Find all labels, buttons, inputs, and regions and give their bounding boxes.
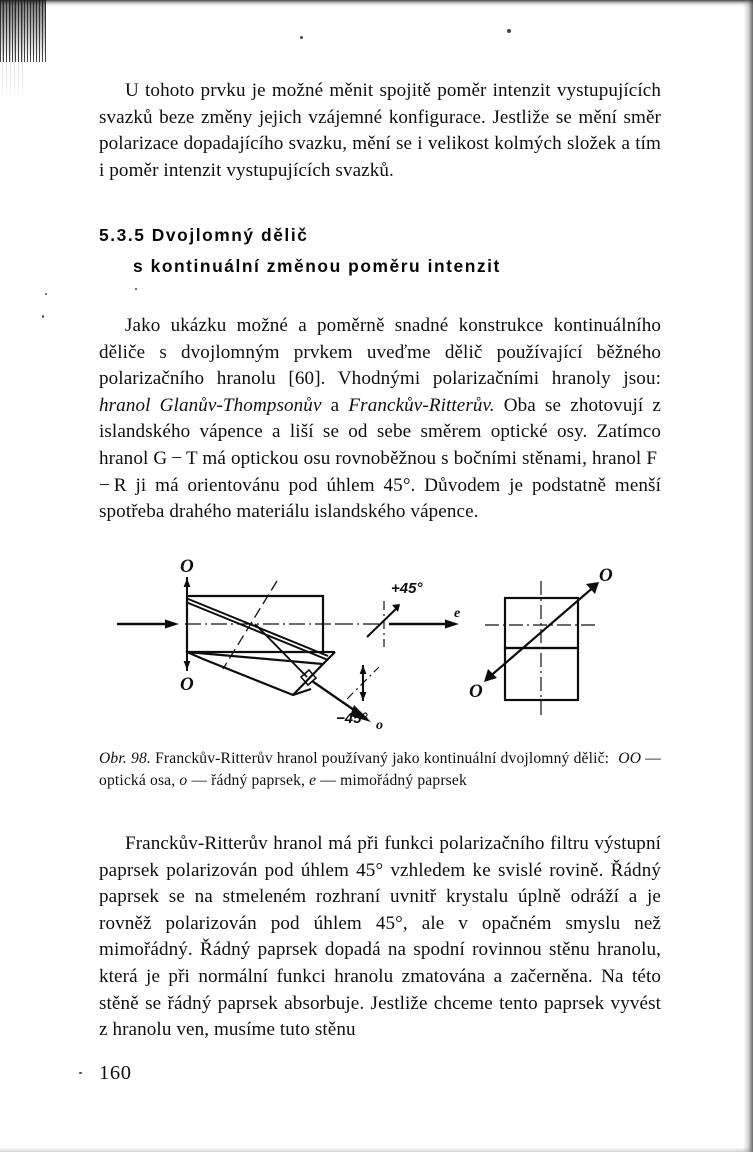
scan-speck [507, 29, 511, 33]
figure-caption-label: Obr. 98. [99, 750, 151, 767]
section-heading-subtitle: s kontinuální změnou poměru intenzit [133, 256, 501, 276]
paragraph-intro-body: U tohoto prvku je možné měnit spojitě poměr intenzit vystupujících svazků beze změny jejich vzájemné konfigurace. Jestliže se mění směr polarizace dopadajícího svazku, mění se i velikost kolmých složek a tím i poměr intenzit vystupujících svazků. [99, 80, 661, 181]
label-inset-axis-top: O [599, 565, 613, 586]
paragraph-description-part1: Jako ukázku možné a poměrně snadné konstrukce kontinuálního děliče s dvojlomným prvkem uveďme dělič používající běžného polarizačního hranolu [60]. Vhodnými polarizačními hranoly jsou: [99, 315, 661, 390]
prism-optic-axis-direction [223, 581, 277, 669]
label-optic-axis-top: O [180, 556, 194, 577]
paragraph-intro-text [99, 78, 661, 184]
scan-speck [45, 293, 47, 295]
figure-caption-oo-desc: — optická osa, [99, 750, 661, 790]
label-optic-axis-bottom: O [180, 674, 194, 695]
scan-right-edge-artifact [743, 0, 753, 1152]
figure-98-drawing [99, 553, 661, 741]
scan-corner-streak-artifact [2, 0, 24, 108]
paragraph-description-part3: Oba se zhotovují z islandského vápence a liší se od sebe směrem optické osy. Zatímco hranol G − T má optickou osu rovnoběžnou s bočními stěnami, hranol F − R ji má orientovánu pod úhlem 45°. Důvodem je podstatně menší spotřeba drahého materiálu islandského vápence. [99, 394, 661, 523]
page-number: 160 [99, 1062, 132, 1084]
paragraph-intro [99, 78, 661, 184]
figure-caption-dict-lead: dělič: [573, 750, 610, 767]
polarization-marker-minus-head-up [360, 665, 367, 674]
paragraph-explanation [99, 831, 661, 1044]
incoming-ray-arrowhead [165, 620, 179, 629]
scan-bottom-edge-artifact [0, 1147, 753, 1152]
optic-axis-arrow-up [184, 578, 191, 587]
figure-caption-symbol-o: o [179, 772, 188, 790]
figure-caption-symbol-oo: OO [618, 750, 642, 767]
scan-speck [135, 288, 137, 290]
internal-reflected-ray [255, 624, 307, 677]
section-heading-title: 5.3.5 Dvojlomný dělič [99, 225, 309, 245]
label-ray-ordinary: o [376, 718, 383, 733]
polarization-marker-minus-head-down [360, 692, 367, 701]
optic-axis-arrow-down [184, 661, 191, 670]
figure-98-caption [99, 748, 661, 793]
polarization-marker-plus-tilt [367, 606, 399, 637]
figure-caption-e-desc: — mimořádný paprsek [320, 772, 467, 790]
scan-speck [79, 1072, 82, 1074]
scan-speck [300, 36, 303, 39]
label-angle-plus-45: +45° [391, 580, 423, 597]
prism-name-franck-ritter: Franckův-Ritterův. [348, 394, 495, 416]
section-heading [99, 225, 661, 277]
paragraph-explanation-body: Franckův-Ritterův hranol má při funkci polarizačního filtru výstupní paprsek polarizován pod úhlem 45° vzhledem ke svislé rovině. Řádný paprsek se na stmeleném rozhraní uvnitř krystalu úplně odráží a je rovněž polarizován pod úhlem 45°, ale v opačném smyslu než mimořádný. Řádný paprsek dopadá na spodní rovinnou stěnu hranolu, která je při normální funkci hranolu zmatována a začerněna. Na této stěně se řádný paprsek absorbuje. Jestliže chceme tento paprsek vyvést z hranolu ven, musíme tuto stěnu [99, 833, 661, 1041]
label-angle-minus-45: −45° [336, 710, 368, 727]
scan-corner-artifact [0, 0, 46, 62]
figure-98 [99, 553, 661, 741]
figure-caption-o-desc: — řádný paprsek, [191, 772, 306, 790]
scan-top-edge-artifact [0, 0, 753, 7]
prism-name-glan-thompson: hranol Glanův-Thompsonův [99, 394, 322, 416]
figure-caption-line1: Franckův-Ritterův hranol používaný jako kontinuální dvojlomný [155, 750, 570, 767]
label-ray-extraordinary: e [454, 606, 461, 621]
paragraph-explanation-text [99, 831, 661, 1044]
paragraph-description-text [99, 313, 661, 526]
scan-speck [42, 315, 44, 318]
paragraph-description [99, 313, 661, 526]
figure-caption-symbol-e: e [309, 772, 317, 790]
paragraph-description-conjunction: a [321, 394, 349, 416]
label-inset-axis-bottom: O [469, 681, 483, 702]
